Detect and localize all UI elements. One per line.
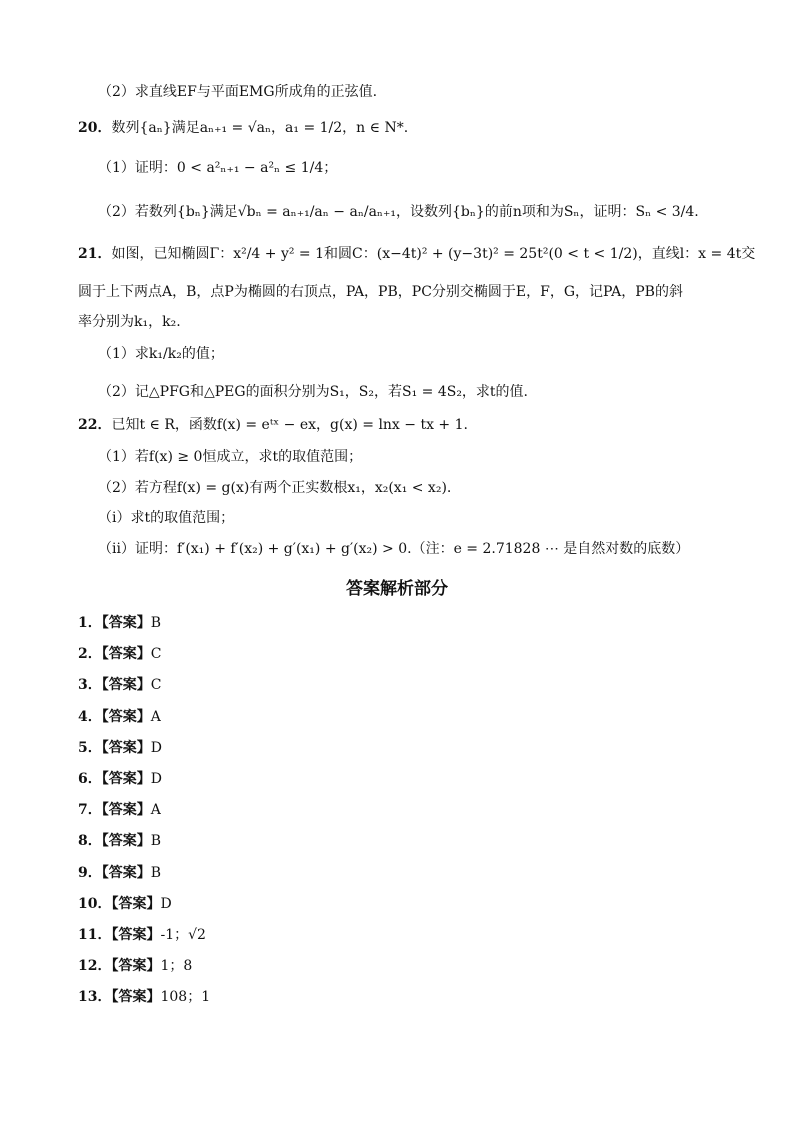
answer-row	[78, 674, 161, 694]
answer-row	[78, 924, 206, 944]
q21-text-1: 如图，已知椭圆Γ：x²/4 + y² = 1和圆C：(x−4t)² + (y−3t)² = 25t²(0 < t < 1/2)，直线l：x = 4t交	[111, 246, 756, 262]
q21-number: 21．	[78, 246, 112, 262]
answer-number: 6．	[78, 771, 102, 787]
answer-tag: 【答案】	[101, 864, 151, 881]
answer-value: A	[150, 802, 161, 819]
answer-number: 10．	[78, 895, 112, 912]
answer-value: B	[150, 833, 162, 850]
answer-value: B	[150, 615, 162, 631]
answer-number: 3．	[78, 677, 102, 694]
answer-number: 1．	[78, 615, 102, 631]
answer-value: D	[150, 771, 162, 787]
answer-row	[78, 643, 161, 663]
answer-value: 1；8	[160, 958, 193, 975]
q22-text: 已知t ∈ R，函数f(x) = eᵗˣ − ex，g(x) = lnx − tx + 1.	[111, 417, 468, 433]
answer-number: 11．	[78, 927, 112, 943]
answer-tag: 【答案】	[111, 958, 161, 975]
q21-part2: （2）记△PFG和△PEG的面积分别为S₁，S₂，若S₁ = 4S₂，求t的值.	[98, 384, 529, 400]
answer-value: D	[150, 739, 162, 756]
answer-number: 8．	[78, 833, 102, 850]
answer-row	[78, 862, 161, 882]
q22-number: 22．	[78, 417, 112, 433]
q21-line3: 率分别为k₁，k₂.	[78, 314, 181, 330]
q22-part2: （2）若方程f(x) = g(x)有两个正实数根x₁，x₂(x₁ < x₂).	[98, 480, 452, 496]
q21-part1: （1）求k₁/k₂的值；	[98, 346, 224, 362]
answer-number: 2．	[78, 646, 102, 663]
answer-row	[78, 612, 161, 632]
answer-tag: 【答案】	[101, 708, 151, 725]
answer-number: 7．	[78, 802, 102, 819]
q19-part2: （2）求直线EF与平面EMG所成角的正弦值.	[98, 84, 378, 100]
answer-row	[78, 768, 162, 788]
q20-number: 20．	[78, 120, 112, 136]
answer-value: 108；1	[160, 989, 211, 1006]
q21-line2: 圆于上下两点A，B，点P为椭圆的右顶点，PA，PB，PC分别交椭圆于E，F，G，记PA，PB的斜	[78, 284, 683, 300]
answer-row	[78, 893, 172, 913]
answer-tag: 【答案】	[101, 833, 151, 850]
answer-row	[78, 737, 162, 757]
answer-number: 12．	[78, 958, 112, 975]
q22-statement	[78, 415, 468, 435]
q21-line1	[78, 244, 755, 264]
answer-value: -1；√2	[160, 927, 206, 943]
answer-row	[78, 986, 210, 1006]
answer-tag: 【答案】	[101, 739, 151, 756]
q20-part1: （1）证明：0 < a²ₙ₊₁ − a²ₙ ≤ 1/4；	[98, 160, 338, 176]
answer-value: A	[150, 708, 161, 725]
answer-tag: 【答案】	[101, 771, 151, 787]
answer-tag: 【答案】	[101, 615, 151, 631]
q20-statement	[78, 118, 408, 138]
answer-value: B	[150, 864, 162, 881]
answer-number: 13．	[78, 989, 112, 1006]
answer-tag: 【答案】	[101, 646, 151, 663]
q20-text: 数列{aₙ}满足aₙ₊₁ = √aₙ，a₁ = 1/2，n ∈ N*.	[111, 120, 409, 136]
answer-tag: 【答案】	[101, 677, 151, 694]
answer-number: 4．	[78, 708, 102, 725]
answer-tag: 【答案】	[111, 895, 161, 912]
q22-part2-ii: （ii）证明：f′(x₁) + f′(x₂) + g′(x₁) + g′(x₂) > 0.（注：e = 2.71828 ⋯ 是自然对数的底数）	[98, 541, 690, 557]
answer-tag: 【答案】	[101, 802, 151, 819]
answer-number: 9．	[78, 864, 102, 881]
answer-tag: 【答案】	[111, 927, 161, 943]
answers-title: 答案解析部分	[346, 579, 448, 599]
answer-number: 5．	[78, 739, 102, 756]
answer-row	[78, 799, 161, 819]
q22-part1: （1）若f(x) ≥ 0恒成立，求t的取值范围；	[98, 449, 363, 465]
answer-value: C	[150, 677, 162, 694]
answer-tag: 【答案】	[111, 989, 161, 1006]
answer-value: D	[160, 895, 172, 912]
answer-row	[78, 830, 161, 850]
q22-part2-i: （i）求t的取值范围；	[98, 510, 235, 526]
answer-row	[78, 706, 161, 726]
answer-value: C	[150, 646, 162, 663]
q20-part2: （2）若数列{bₙ}满足√bₙ = aₙ₊₁/aₙ − aₙ/aₙ₊₁，设数列{bₙ}的前n项和为Sₙ，证明：Sₙ < 3/4.	[98, 204, 699, 220]
answer-row	[78, 955, 192, 975]
